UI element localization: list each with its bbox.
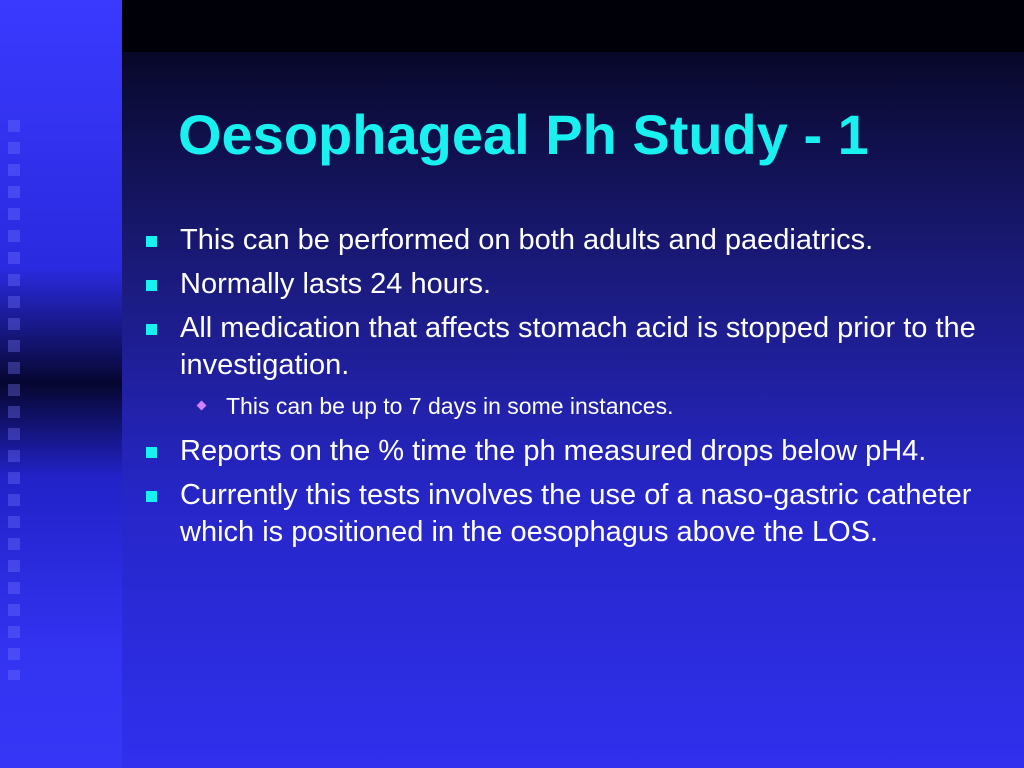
bullet-text: All medication that affects stomach acid is stopped prior to the investigation. [180,312,976,381]
slide-body [140,222,1000,558]
sub-bullet-item [140,391,1000,421]
bullet-item [140,310,1000,384]
square-bullet-icon [146,324,157,335]
bullet-item [140,433,1000,470]
diamond-bullet-icon [197,401,207,411]
bullet-text: Normally lasts 24 hours. [180,268,492,300]
sub-bullet-text: This can be up to 7 days in some instances. [226,393,674,419]
top-dark-band [122,0,1024,52]
bullet-text: This can be performed on both adults and paediatrics. [180,224,874,256]
bullet-item [140,477,1000,551]
square-bullet-icon [146,447,157,458]
slide-title: Oesophageal Ph Study - 1 [178,103,869,166]
bullet-text: Currently this tests involves the use of a naso-gastric catheter which is positioned in the oesophagus above the LOS. [180,479,972,548]
decorative-squares [8,120,28,680]
square-bullet-icon [146,491,157,502]
bullet-item [140,266,1000,303]
square-bullet-icon [146,280,157,291]
bullet-item [140,222,1000,259]
square-bullet-icon [146,236,157,247]
left-decorative-strip [0,0,122,768]
bullet-text: Reports on the % time the ph measured drops below pH4. [180,435,927,467]
